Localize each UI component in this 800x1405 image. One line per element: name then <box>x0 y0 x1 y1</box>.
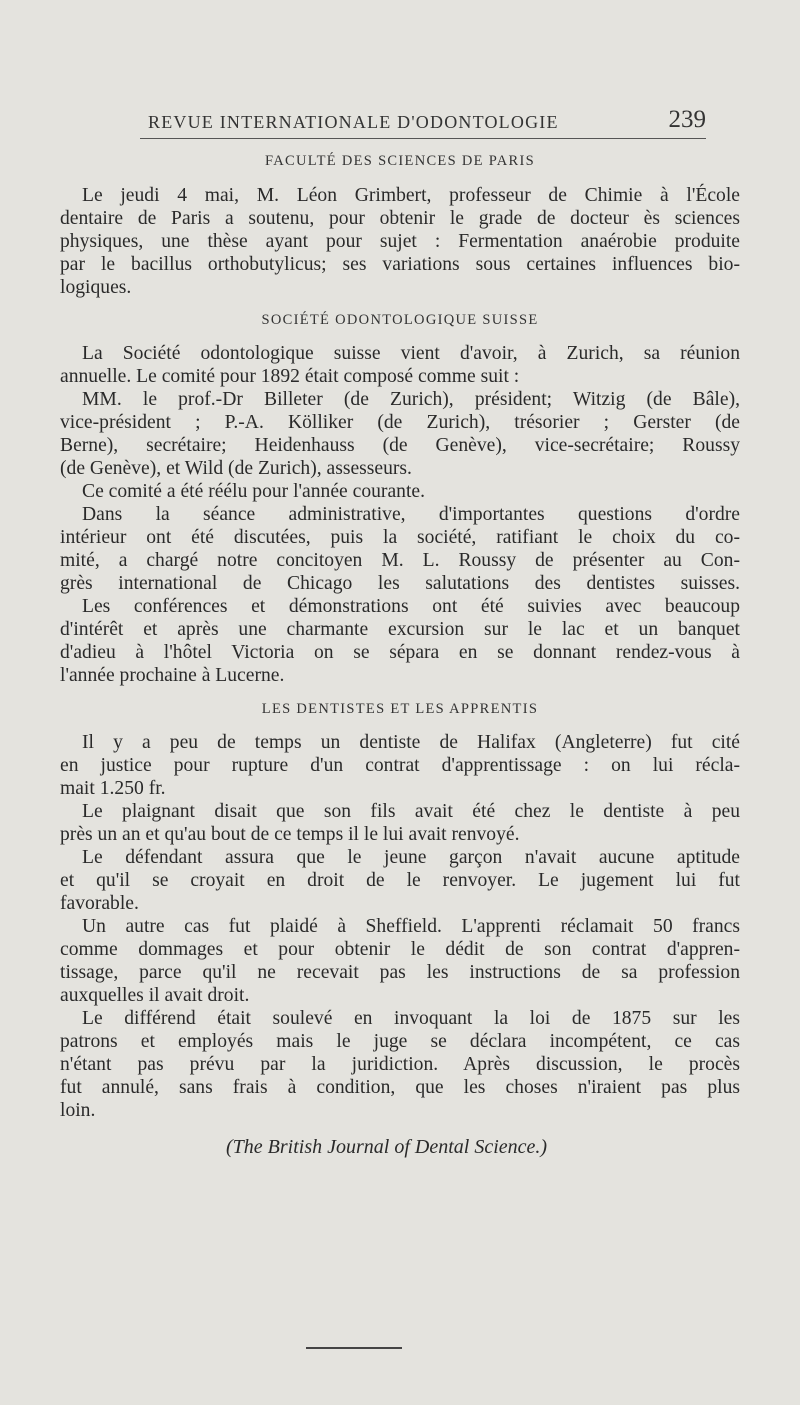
paragraph-line: Le défendant assura que le jeune garçon n'avait aucune aptitude <box>82 847 740 868</box>
paragraph-line: d'adieu à l'hôtel Victoria on se sépara en se donnant rendez-vous à <box>60 642 740 663</box>
paragraph-line: intérieur ont été discutées, puis la société, ratifiant le choix du co- <box>60 527 740 548</box>
paragraph-line: Dans la séance administrative, d'importantes questions d'ordre <box>82 504 740 525</box>
paragraph-line: mait 1.250 fr. <box>60 778 166 799</box>
page-number: 239 <box>668 106 706 133</box>
closing-rule <box>306 1347 402 1349</box>
paragraph-line: annuelle. Le comité pour 1892 était composé comme suit : <box>60 366 520 387</box>
paragraph-line: d'intérêt et après une charmante excursion sur le lac et un banquet <box>60 619 740 640</box>
paragraph-line: auxquelles il avait droit. <box>60 985 250 1006</box>
section-title-societe: SOCIÉTÉ ODONTOLOGIQUE SUISSE <box>261 312 539 328</box>
paragraph-line: favorable. <box>60 893 139 914</box>
paragraph-line: mité, a chargé notre concitoyen M. L. Roussy de présenter au Con- <box>60 550 740 571</box>
paragraph-line: comme dommages et pour obtenir le dédit de son contrat d'appren- <box>60 939 740 960</box>
paragraph-line: Le différend était soulevé en invoquant la loi de 1875 sur les <box>82 1008 740 1029</box>
section-title-dentistes: LES DENTISTES ET LES APPRENTIS <box>261 701 539 717</box>
paragraph-line: vice-président ; P.-A. Kölliker (de Zurich), trésorier ; Gerster (de <box>60 412 740 433</box>
paragraph-line: et qu'il se croyait en droit de le renvoyer. Le jugement lui fut <box>60 870 740 891</box>
paragraph-line: Le jeudi 4 mai, M. Léon Grimbert, professeur de Chimie à l'École <box>82 185 740 206</box>
paragraph-line: physiques, une thèse ayant pour sujet : Fermentation anaérobie produite <box>60 231 740 252</box>
paragraph-line: Le plaignant disait que son fils avait été chez le dentiste à peu <box>82 801 740 822</box>
paragraph-line: logiques. <box>60 277 132 298</box>
paragraph-line: (de Genève), et Wild (de Zurich), assesseurs. <box>60 458 412 479</box>
paragraph-line: patrons et employés mais le juge se déclara incompétent, ce cas <box>60 1031 740 1052</box>
paragraph-line: en justice pour rupture d'un contrat d'apprentissage : on lui récla- <box>60 755 740 776</box>
paragraph-line: tissage, parce qu'il ne recevait pas les instructions de sa profession <box>60 962 740 983</box>
paragraph-line: loin. <box>60 1100 96 1121</box>
paragraph-line: MM. le prof.-Dr Billeter (de Zurich), président; Witzig (de Bâle), <box>82 389 740 410</box>
paragraph-line: Il y a peu de temps un dentiste de Halifax (Angleterre) fut cité <box>82 732 740 753</box>
paragraph-line: l'année prochaine à Lucerne. <box>60 665 285 686</box>
paragraph-line: Un autre cas fut plaidé à Sheffield. L'apprenti réclamait 50 francs <box>82 916 740 937</box>
paragraph-line: Ce comité a été réélu pour l'année courante. <box>82 481 425 502</box>
paragraph-line: grès international de Chicago les salutations des dentistes suisses. <box>60 573 740 594</box>
paragraph-line: près un an et qu'au bout de ce temps il le lui avait renvoyé. <box>60 824 520 845</box>
section-title-faculte: FACULTÉ DES SCIENCES DE PARIS <box>264 153 536 169</box>
paragraph-line: fut annulé, sans frais à condition, que les choses n'iraient pas plus <box>60 1077 740 1098</box>
source-citation: (The British Journal of Dental Science.) <box>226 1136 548 1158</box>
paragraph-line: Berne), secrétaire; Heidenhauss (de Genève), vice-secrétaire; Roussy <box>60 435 740 456</box>
paragraph-line: dentaire de Paris a soutenu, pour obtenir le grade de docteur ès sciences <box>60 208 740 229</box>
paragraph-line: par le bacillus orthobutylicus; ses variations sous certaines influences bio- <box>60 254 740 275</box>
running-head <box>140 104 706 139</box>
journal-title: REVUE INTERNATIONALE D'ODONTOLOGIE <box>148 112 559 132</box>
paragraph-line: n'étant pas prévu par la juridiction. Après discussion, le procès <box>60 1054 740 1075</box>
paragraph-line: Les conférences et démonstrations ont été suivies avec beaucoup <box>82 596 740 617</box>
paragraph-line: La Société odontologique suisse vient d'avoir, à Zurich, sa réunion <box>82 343 740 364</box>
